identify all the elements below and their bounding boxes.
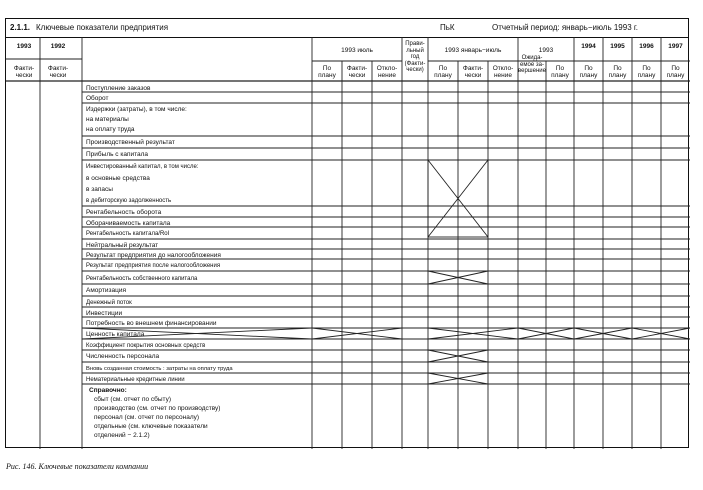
row-label-external-finance: Потребность во внешнем финансировании xyxy=(86,320,217,327)
col-janjul-dev: Откло- нение xyxy=(492,65,514,79)
row-label-neutral-result: Нейтральный результат xyxy=(86,242,159,249)
col-1992-head: 1992 xyxy=(50,43,66,50)
row-label-capital-value: Ценность капитала xyxy=(86,331,145,338)
row-label-investments: Инвестиции xyxy=(86,310,123,317)
row-label-materials: на материалы xyxy=(86,116,129,123)
col-1993-plan: По плану xyxy=(551,65,569,79)
col-july-dev: Откло- нение xyxy=(376,65,398,79)
col-july-group: 1993 июль xyxy=(341,47,373,54)
col-1994-plan: По плану xyxy=(579,65,598,79)
summary-line-production: производство (см. отчет по производству) xyxy=(94,405,221,412)
col-1993-head: 1993 xyxy=(16,43,32,50)
col-1994-head: 1994 xyxy=(581,43,596,50)
col-july-fact: Факти- чески xyxy=(346,65,368,79)
row-label-turnover: Оборот xyxy=(86,95,109,102)
col-1993-sub: Факти- чески xyxy=(13,65,35,79)
row-label-roi: Рентабельность капитала/RoI xyxy=(86,231,170,237)
row-label-costs: Издержки (затраты), в том числе: xyxy=(86,106,187,113)
col-1992-sub: Факти- чески xyxy=(47,65,69,79)
summary-line-sales: сбыт (см. отчет по сбыту) xyxy=(94,396,171,403)
col-1996-plan: По плану xyxy=(637,65,656,79)
col-janjul-group: 1993 январь−июль xyxy=(444,47,502,54)
col-year-plan: Прави- льный год (Факти- чески) xyxy=(404,41,426,73)
row-label-fixed-assets: в основные средства xyxy=(86,175,150,182)
col-1995-head: 1995 xyxy=(610,43,625,50)
row-label-production-result: Производственный результат xyxy=(86,139,175,146)
row-label-value-added: Вновь созданная стоимость : затраты на оплату труда xyxy=(86,366,233,372)
col-1997-head: 1997 xyxy=(668,43,683,50)
figure-caption: Рис. 146. Ключевые показатели компании xyxy=(6,462,149,471)
col-1995-plan: По плану xyxy=(608,65,627,79)
row-label-turnover-profitability: Рентабельность оборота xyxy=(86,209,162,216)
row-label-aftertax-result: Результат предприятия после налогообложения xyxy=(86,263,221,269)
table-title-row xyxy=(6,19,688,38)
row-label-inventory: в запасы xyxy=(86,186,113,193)
row-label-invested-capital: Инвестированный капитал, в том числе: xyxy=(86,164,199,170)
row-label-headcount: Численность персонала xyxy=(86,353,160,360)
row-label-labor: на оплату труда xyxy=(86,126,135,133)
col-1993-group: 1993 xyxy=(538,47,554,54)
summary-line-divisions: отдельные (см. ключевые показатели xyxy=(94,423,208,430)
table-title: Ключевые показатели предприятия xyxy=(36,23,169,32)
key-indicators-table xyxy=(5,18,689,448)
row-label-orders: Поступление заказов xyxy=(86,85,151,92)
row-label-receivables: в дебиторскую задолженность xyxy=(86,198,172,204)
summary-title: Справочно: xyxy=(89,387,127,394)
col-janjul-fact: Факти- чески xyxy=(462,65,484,79)
row-label-coverage-ratio: Коэффициент покрытия основных средств xyxy=(86,343,206,349)
row-label-capital-profit: Прибыль с капитала xyxy=(86,151,149,158)
row-label-depreciation: Амортизация xyxy=(86,287,126,294)
row-label-credit-lines: Нематериальные кредитные линии xyxy=(86,377,185,383)
summary-line-personnel: персонал (см. отчет по персоналу) xyxy=(94,414,200,421)
period-label: Отчетный период: январь−июль 1993 г. xyxy=(492,23,639,32)
row-label-pretax-result: Результат предприятия до налогообложения xyxy=(86,252,221,259)
row-label-capital-turnover: Оборачиваемость капитала xyxy=(86,220,171,227)
col-expected: Ожида- емое за- вершение xyxy=(518,55,546,74)
col-1996-head: 1996 xyxy=(639,43,654,50)
unit-label: ПьК xyxy=(440,23,455,32)
section-number: 2.1.1. xyxy=(10,23,31,32)
col-july-plan: По плану xyxy=(318,65,336,79)
summary-line-divisions-cont: отделений − 2.1.2) xyxy=(94,432,150,439)
col-janjul-plan: По плану xyxy=(434,65,452,79)
col-1997-plan: По плану xyxy=(666,65,685,79)
row-label-equity-return: Рентабельность собственного капитала xyxy=(86,276,198,282)
row-label-cash-flow: Денежный поток xyxy=(86,300,132,306)
